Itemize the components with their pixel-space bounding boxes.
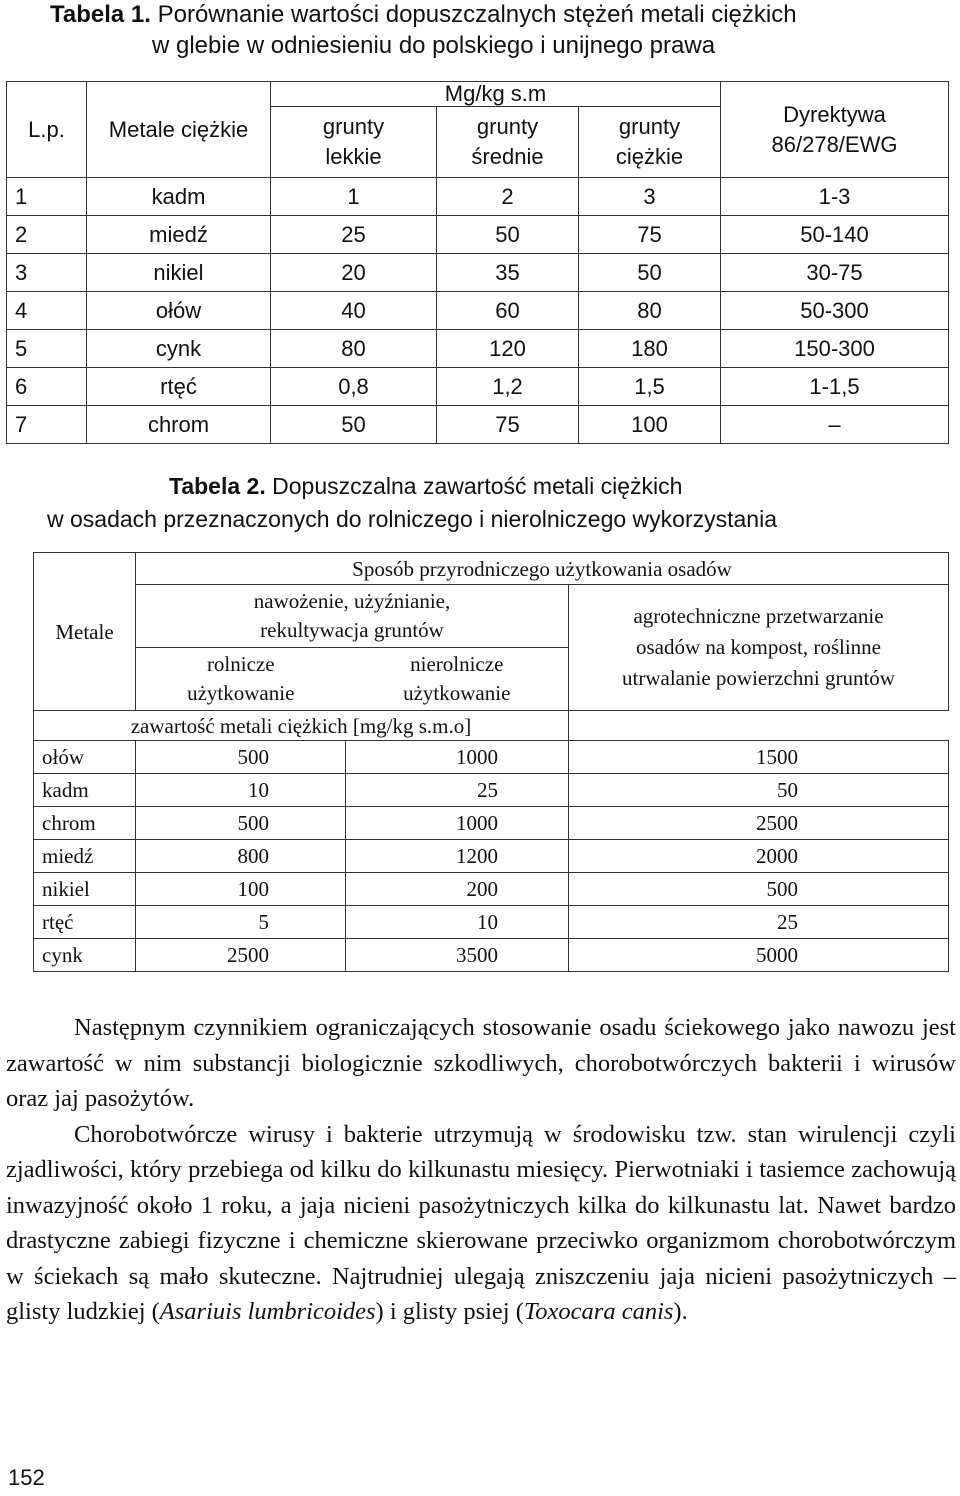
table1-row <box>7 368 949 406</box>
table2-cell: 5000 <box>569 939 949 972</box>
table2-cell: 500 <box>569 873 949 906</box>
paragraph-1: Następnym czynnikiem ograniczających stosowanie osadu ściekowego jako nawozu jest zawartość w nim substancji biologicznie szkodliwych, chorobotwórczych bakterii i wirusów oraz jaj pasożytów. <box>6 1014 956 1112</box>
table1-cell: 120 <box>437 330 579 368</box>
table1-cell: 2 <box>437 178 579 216</box>
table1-cell: 25 <box>271 216 437 254</box>
species-name: Asariuis lumbricoides <box>159 1298 376 1325</box>
table2-header-metals: Metale <box>34 553 136 711</box>
table1-cell: ołów <box>87 292 271 330</box>
table1-cell: 50 <box>437 216 579 254</box>
table2-header-fertilization: nawożenie, użyźnianie, rekultywacja gruntów <box>136 585 569 648</box>
table1-header-unit: Mg/kg s.m <box>271 82 721 107</box>
table1-header-medium: grunty średnie <box>437 107 579 178</box>
table1-row <box>7 178 949 216</box>
table2-row <box>34 840 949 873</box>
table2-title-line1: Dopuszczalna zawartość metali ciężkich <box>272 473 683 499</box>
table2-row <box>34 873 949 906</box>
table1-cell: rtęć <box>87 368 271 406</box>
table2-row <box>34 807 949 840</box>
table1-cell: 50 <box>271 406 437 444</box>
table1-cell: 60 <box>437 292 579 330</box>
table2 <box>33 552 949 972</box>
table2-cell: 2500 <box>569 807 949 840</box>
table2-cell: nikiel <box>34 873 136 906</box>
table1-cell: 50 <box>579 254 721 292</box>
table2-cell: 800 <box>136 840 346 873</box>
table1-cell: 40 <box>271 292 437 330</box>
table2-body <box>34 741 949 972</box>
table2-cell: 50 <box>569 774 949 807</box>
table1-cell: 100 <box>579 406 721 444</box>
table1-cell: 6 <box>7 368 87 406</box>
table2-cell: 10 <box>346 906 569 939</box>
table2-cell: 200 <box>346 873 569 906</box>
table1-cell: 1 <box>271 178 437 216</box>
table1-cell: 0,8 <box>271 368 437 406</box>
table2-cell: 25 <box>346 774 569 807</box>
table1-cell: 75 <box>579 216 721 254</box>
table1-cell: 50-140 <box>721 216 949 254</box>
table1-cell: 4 <box>7 292 87 330</box>
table2-row <box>34 774 949 807</box>
table2-header-group: Sposób przyrodniczego użytkowania osadów <box>136 553 949 585</box>
table1-cell: 150-300 <box>721 330 949 368</box>
table2-cell: cynk <box>34 939 136 972</box>
table2-cell: 10 <box>136 774 346 807</box>
table1-row <box>7 330 949 368</box>
table2-cell: 5 <box>136 906 346 939</box>
table2-cell: kadm <box>34 774 136 807</box>
table1-cell: kadm <box>87 178 271 216</box>
table1-header-lp: L.p. <box>7 82 87 178</box>
table1-cell: chrom <box>87 406 271 444</box>
table1-cell: miedź <box>87 216 271 254</box>
table1-cell: 7 <box>7 406 87 444</box>
table2-cell: 1000 <box>346 807 569 840</box>
table2-cell: 1000 <box>346 741 569 774</box>
table2-row <box>34 906 949 939</box>
table2-header-content: zawartość metali ciężkich [mg/kg s.m.o] <box>34 711 569 741</box>
table1-row <box>7 216 949 254</box>
table2-cell: 1200 <box>346 840 569 873</box>
table2-title-line2: w osadach przeznaczonych do rolniczego i nierolniczego wykorzystania <box>47 506 777 532</box>
table2-cell: 2500 <box>136 939 346 972</box>
table1-cell: 35 <box>437 254 579 292</box>
table1-cell: 20 <box>271 254 437 292</box>
table1-cell: cynk <box>87 330 271 368</box>
table1-cell: 3 <box>7 254 87 292</box>
table1-header-metal: Metale ciężkie <box>87 82 271 178</box>
table1 <box>6 81 949 444</box>
table2-cell: 3500 <box>346 939 569 972</box>
table2-cell: 1500 <box>569 741 949 774</box>
table1-cell: – <box>721 406 949 444</box>
table1-cell: 2 <box>7 216 87 254</box>
species-name: Toxocara canis <box>523 1298 674 1325</box>
table2-cell: 500 <box>136 741 346 774</box>
table1-row <box>7 254 949 292</box>
table2-cell: 100 <box>136 873 346 906</box>
table1-row <box>7 406 949 444</box>
table1-cell: 1,2 <box>437 368 579 406</box>
table1-cell: nikiel <box>87 254 271 292</box>
table1-cell: 1-3 <box>721 178 949 216</box>
table1-cell: 1,5 <box>579 368 721 406</box>
table2-label: Tabela 2. <box>169 473 266 499</box>
table1-row <box>7 292 949 330</box>
table2-cell: miedź <box>34 840 136 873</box>
table1-title-line2: w glebie w odniesieniu do polskiego i unijnego prawa <box>152 32 716 59</box>
table1-cell: 30-75 <box>721 254 949 292</box>
table2-row <box>34 939 949 972</box>
table1-cell: 1-1,5 <box>721 368 949 406</box>
paragraph-2: Chorobotwórcze wirusy i bakterie utrzymują w środowisku tzw. stan wirulencji czyli zjadliwości, który przebiega od kilku do kilkunastu miesięcy. Pierwotniaki i tasiemce zachowują inwazyjność około 1 roku, a jaja nicieni pasożytniczych kilka do kilkunastu lat. Nawet bardzo drastyczne zabiegi fizyczne i chemiczne skierowane przeciwko organizmom chorobotwórczym w ściekach są mało skuteczne. Najtrudniej ulegają zniszczeniu jaja nicieni pasożytniczych – glisty ludzkiej (Asariuis lumbricoides) i glisty psiej (Toxocara canis). <box>6 1120 956 1325</box>
table1-cell: 80 <box>271 330 437 368</box>
table2-cell: rtęć <box>34 906 136 939</box>
table2-cell: 25 <box>569 906 949 939</box>
table1-cell: 80 <box>579 292 721 330</box>
table2-header-agricultural: rolnicze użytkowanie <box>136 648 346 711</box>
table1-cell: 180 <box>579 330 721 368</box>
table2-row <box>34 741 949 774</box>
table2-cell: chrom <box>34 807 136 840</box>
page-number: 152 <box>8 1465 45 1490</box>
table1-cell: 3 <box>579 178 721 216</box>
table1-label: Tabela 1. <box>50 1 151 28</box>
table1-body <box>7 178 949 444</box>
table2-cell: ołów <box>34 741 136 774</box>
table1-header-directive: Dyrektywa 86/278/EWG <box>721 82 949 178</box>
table1-header-light: grunty lekkie <box>271 107 437 178</box>
table2-header-agrotechnical: agrotechniczne przetwarzanie osadów na kompost, roślinne utrwalanie powierzchni gruntów <box>569 585 949 711</box>
table1-header-heavy: grunty ciężkie <box>579 107 721 178</box>
table2-cell: 500 <box>136 807 346 840</box>
table1-title-line1: Porównanie wartości dopuszczalnych stężeń metali ciężkich <box>157 1 797 28</box>
table1-cell: 5 <box>7 330 87 368</box>
table1-cell: 50-300 <box>721 292 949 330</box>
table1-cell: 75 <box>437 406 579 444</box>
table2-header-nonagricultural: nierolnicze użytkowanie <box>346 648 569 711</box>
table2-cell: 2000 <box>569 840 949 873</box>
body-text <box>6 1010 956 1330</box>
table1-cell: 1 <box>7 178 87 216</box>
